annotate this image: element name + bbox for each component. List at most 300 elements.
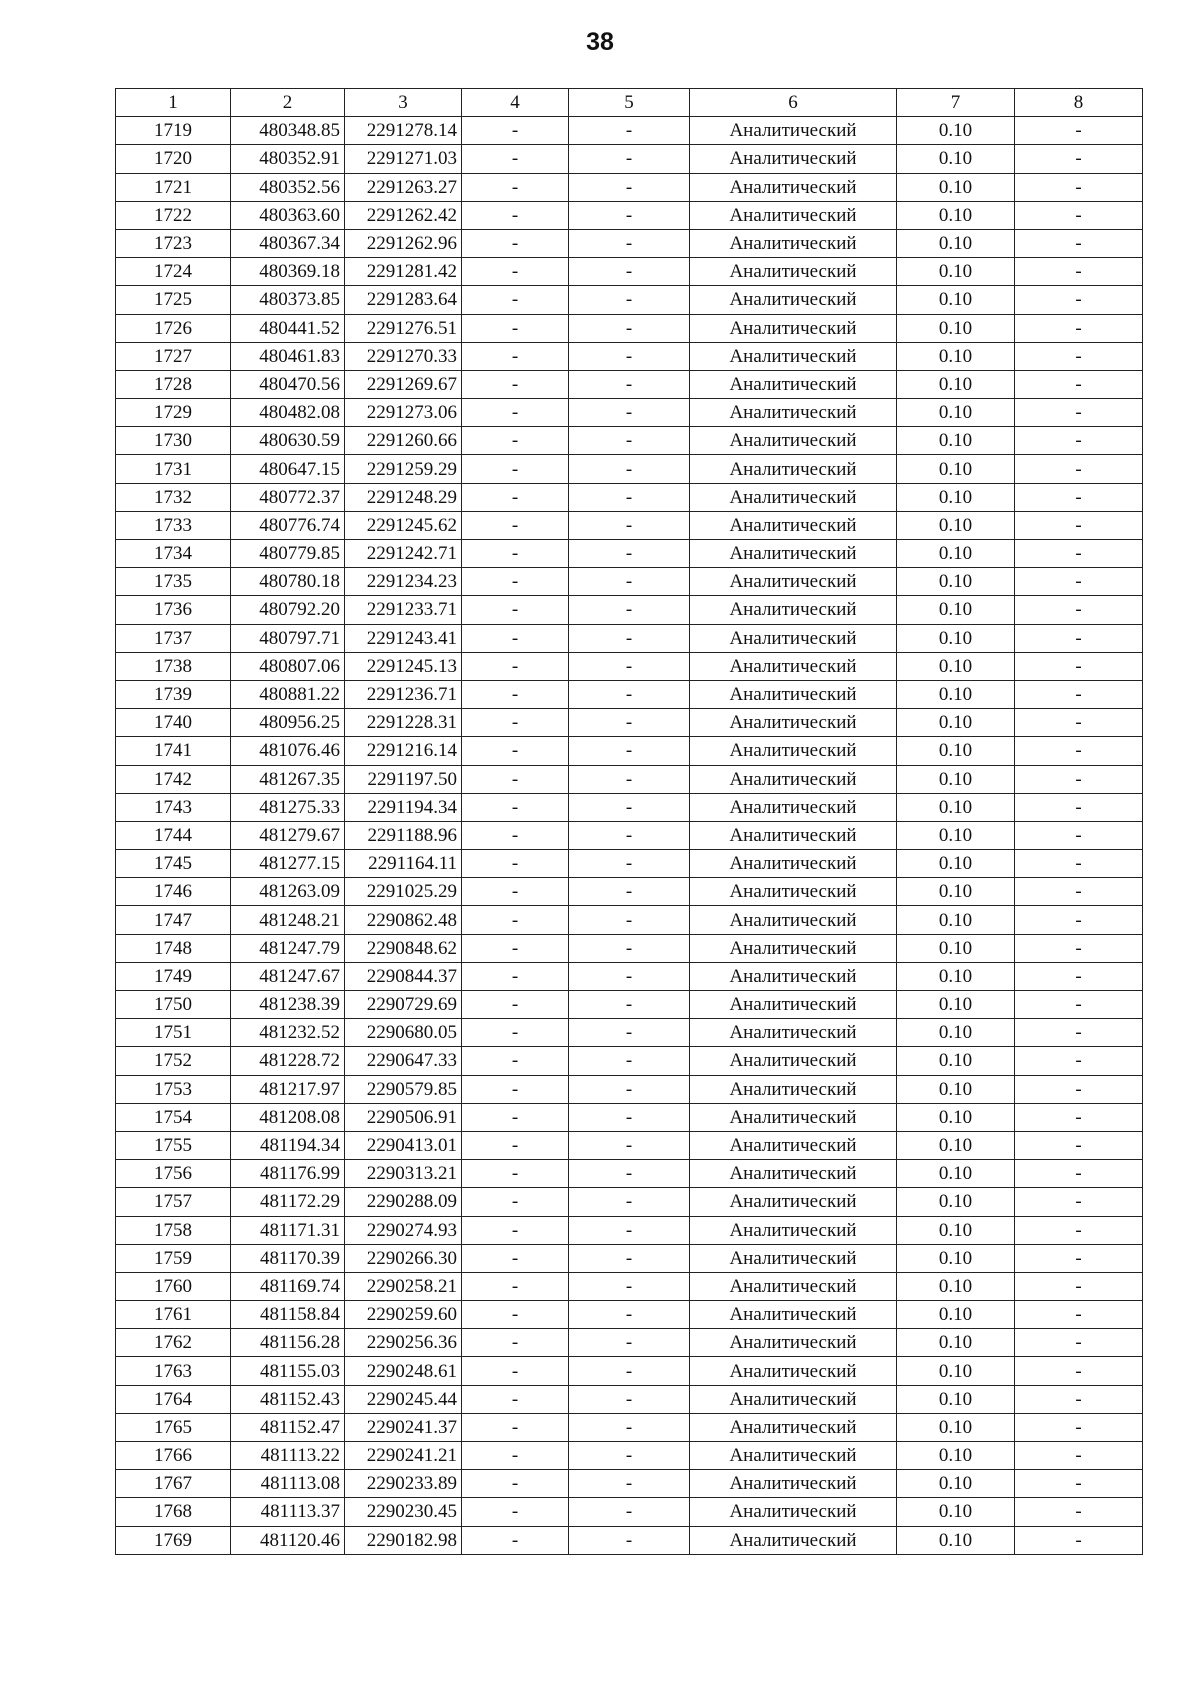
table-cell: 481194.34: [231, 1131, 345, 1159]
table-cell: -: [462, 483, 569, 511]
table-cell: Аналитический: [690, 1160, 897, 1188]
table-row: [116, 229, 1143, 257]
table-cell: 2291234.23: [345, 568, 462, 596]
table-row: [116, 145, 1143, 173]
table-cell: 1757: [116, 1188, 231, 1216]
table-cell: Аналитический: [690, 709, 897, 737]
table-cell: 480772.37: [231, 483, 345, 511]
table-cell: -: [569, 906, 690, 934]
table-cell: 481113.22: [231, 1442, 345, 1470]
table-cell: -: [1015, 652, 1143, 680]
table-cell: 2291278.14: [345, 117, 462, 145]
table-row: [116, 1498, 1143, 1526]
table-cell: 2290844.37: [345, 962, 462, 990]
table-cell: Аналитический: [690, 286, 897, 314]
table-cell: -: [569, 765, 690, 793]
table-cell: -: [569, 850, 690, 878]
table-cell: -: [1015, 906, 1143, 934]
table-row: [116, 258, 1143, 286]
table-cell: -: [569, 624, 690, 652]
table-cell: -: [1015, 173, 1143, 201]
table-cell: Аналитический: [690, 1216, 897, 1244]
table-cell: -: [1015, 455, 1143, 483]
table-cell: 2291273.06: [345, 399, 462, 427]
table-cell: -: [462, 342, 569, 370]
table-cell: Аналитический: [690, 1244, 897, 1272]
table-cell: -: [462, 962, 569, 990]
table-cell: Аналитический: [690, 1526, 897, 1554]
table-cell: 2291262.42: [345, 201, 462, 229]
table-cell: -: [1015, 1047, 1143, 1075]
table-cell: Аналитический: [690, 201, 897, 229]
header-cell: 8: [1015, 89, 1143, 117]
table-cell: 0.10: [897, 1188, 1015, 1216]
table-cell: 2291164.11: [345, 850, 462, 878]
header-row: [116, 89, 1143, 117]
table-cell: 1743: [116, 793, 231, 821]
table-cell: 481120.46: [231, 1526, 345, 1554]
table-cell: 480348.85: [231, 117, 345, 145]
table-row: [116, 568, 1143, 596]
table-cell: 2291263.27: [345, 173, 462, 201]
table-cell: 1760: [116, 1272, 231, 1300]
table-row: [116, 483, 1143, 511]
table-row: [116, 1329, 1143, 1357]
table-cell: 2290182.98: [345, 1526, 462, 1554]
table-cell: -: [569, 399, 690, 427]
table-row: [116, 201, 1143, 229]
table-cell: -: [462, 145, 569, 173]
table-cell: Аналитический: [690, 934, 897, 962]
table-cell: -: [569, 1272, 690, 1300]
table-cell: -: [1015, 1385, 1143, 1413]
table-cell: 1769: [116, 1526, 231, 1554]
table-cell: 2291236.71: [345, 680, 462, 708]
table-cell: 2290506.91: [345, 1103, 462, 1131]
table-cell: 2291269.67: [345, 370, 462, 398]
table-cell: 0.10: [897, 1329, 1015, 1357]
table-cell: -: [569, 1019, 690, 1047]
table-cell: -: [569, 370, 690, 398]
table-cell: Аналитический: [690, 370, 897, 398]
table-cell: 0.10: [897, 1075, 1015, 1103]
table-cell: 0.10: [897, 934, 1015, 962]
table-row: [116, 1188, 1143, 1216]
table-cell: 1725: [116, 286, 231, 314]
table-cell: 480363.60: [231, 201, 345, 229]
table-cell: Аналитический: [690, 737, 897, 765]
table-cell: 481152.43: [231, 1385, 345, 1413]
table-cell: Аналитический: [690, 850, 897, 878]
table-cell: 2291276.51: [345, 314, 462, 342]
table-cell: 2291259.29: [345, 455, 462, 483]
table-cell: -: [569, 934, 690, 962]
table-cell: 2290313.21: [345, 1160, 462, 1188]
table-cell: Аналитический: [690, 906, 897, 934]
table-cell: -: [569, 1244, 690, 1272]
table-cell: 1762: [116, 1329, 231, 1357]
table-cell: -: [462, 1160, 569, 1188]
table-cell: 2291270.33: [345, 342, 462, 370]
table-row: [116, 821, 1143, 849]
table-cell: 481170.39: [231, 1244, 345, 1272]
header-cell: 3: [345, 89, 462, 117]
table-cell: 1723: [116, 229, 231, 257]
table-cell: 0.10: [897, 1385, 1015, 1413]
table-cell: 0.10: [897, 1413, 1015, 1441]
table-row: [116, 173, 1143, 201]
table-cell: -: [462, 1188, 569, 1216]
table-row: [116, 399, 1143, 427]
table-cell: 0.10: [897, 1498, 1015, 1526]
table-cell: 0.10: [897, 680, 1015, 708]
table-cell: 0.10: [897, 1301, 1015, 1329]
table-cell: -: [1015, 596, 1143, 624]
table-cell: 1724: [116, 258, 231, 286]
table-cell: 480780.18: [231, 568, 345, 596]
table-cell: 1767: [116, 1470, 231, 1498]
table-cell: 1763: [116, 1357, 231, 1385]
table-cell: 1750: [116, 991, 231, 1019]
table-cell: -: [569, 878, 690, 906]
table-cell: 480441.52: [231, 314, 345, 342]
table-cell: 0.10: [897, 1160, 1015, 1188]
table-cell: -: [1015, 258, 1143, 286]
table-cell: 2291245.62: [345, 511, 462, 539]
table-cell: Аналитический: [690, 680, 897, 708]
table-cell: 1726: [116, 314, 231, 342]
table-cell: Аналитический: [690, 991, 897, 1019]
table-cell: 480797.71: [231, 624, 345, 652]
table-cell: -: [569, 1188, 690, 1216]
table-cell: 0.10: [897, 878, 1015, 906]
table-cell: 2290274.93: [345, 1216, 462, 1244]
table-cell: 0.10: [897, 1526, 1015, 1554]
table-cell: 0.10: [897, 821, 1015, 849]
table-cell: 2291283.64: [345, 286, 462, 314]
table-row: [116, 906, 1143, 934]
table-cell: -: [462, 201, 569, 229]
table-cell: -: [1015, 624, 1143, 652]
table-cell: -: [462, 1272, 569, 1300]
table-cell: -: [1015, 709, 1143, 737]
header-cell: 7: [897, 89, 1015, 117]
table-cell: 480367.34: [231, 229, 345, 257]
table-cell: Аналитический: [690, 258, 897, 286]
table-cell: -: [462, 1244, 569, 1272]
table-cell: 0.10: [897, 342, 1015, 370]
table-cell: -: [462, 737, 569, 765]
table-cell: -: [462, 878, 569, 906]
table-cell: 1738: [116, 652, 231, 680]
table-cell: 0.10: [897, 229, 1015, 257]
table-cell: 1721: [116, 173, 231, 201]
table-cell: Аналитический: [690, 540, 897, 568]
table-cell: -: [462, 991, 569, 1019]
table-cell: -: [1015, 511, 1143, 539]
table-cell: 2290241.37: [345, 1413, 462, 1441]
table-cell: -: [1015, 765, 1143, 793]
table-row: [116, 370, 1143, 398]
table-cell: -: [569, 258, 690, 286]
table-cell: 2291228.31: [345, 709, 462, 737]
table-cell: -: [462, 680, 569, 708]
table-cell: 481275.33: [231, 793, 345, 821]
table-cell: -: [1015, 568, 1143, 596]
table-cell: 2291197.50: [345, 765, 462, 793]
table-cell: Аналитический: [690, 1188, 897, 1216]
table-cell: -: [569, 1216, 690, 1244]
table-cell: 480470.56: [231, 370, 345, 398]
table-cell: 480373.85: [231, 286, 345, 314]
table-cell: 1742: [116, 765, 231, 793]
table-cell: -: [462, 1075, 569, 1103]
table-cell: 480352.91: [231, 145, 345, 173]
table-cell: 0.10: [897, 962, 1015, 990]
header-cell: 1: [116, 89, 231, 117]
table-cell: 2291248.29: [345, 483, 462, 511]
table-cell: -: [462, 652, 569, 680]
table-cell: 0.10: [897, 1019, 1015, 1047]
table-cell: 0.10: [897, 652, 1015, 680]
table-cell: -: [1015, 1075, 1143, 1103]
table-cell: 2291194.34: [345, 793, 462, 821]
table-cell: -: [1015, 399, 1143, 427]
table-cell: Аналитический: [690, 821, 897, 849]
table-cell: 2290230.45: [345, 1498, 462, 1526]
table-cell: 1719: [116, 117, 231, 145]
table-cell: 1733: [116, 511, 231, 539]
table-cell: 0.10: [897, 455, 1015, 483]
table-cell: -: [1015, 1188, 1143, 1216]
table-cell: -: [569, 1413, 690, 1441]
table-cell: -: [569, 737, 690, 765]
table-cell: 0.10: [897, 173, 1015, 201]
table-cell: -: [462, 1329, 569, 1357]
table-cell: -: [462, 1470, 569, 1498]
table-cell: -: [1015, 850, 1143, 878]
table-cell: 1748: [116, 934, 231, 962]
table-cell: 0.10: [897, 906, 1015, 934]
table-cell: 481238.39: [231, 991, 345, 1019]
table-cell: Аналитический: [690, 596, 897, 624]
table-cell: -: [569, 1301, 690, 1329]
table-cell: 1722: [116, 201, 231, 229]
page-number: 38: [586, 28, 614, 56]
table-cell: 0.10: [897, 737, 1015, 765]
table-cell: -: [462, 624, 569, 652]
table-cell: -: [462, 1357, 569, 1385]
table-cell: 2290848.62: [345, 934, 462, 962]
table-cell: 481113.37: [231, 1498, 345, 1526]
table-cell: 1728: [116, 370, 231, 398]
table-cell: -: [1015, 1272, 1143, 1300]
table-cell: -: [1015, 821, 1143, 849]
table-cell: Аналитический: [690, 511, 897, 539]
table-cell: -: [462, 934, 569, 962]
table-cell: -: [462, 596, 569, 624]
table-cell: 481158.84: [231, 1301, 345, 1329]
table-cell: 480352.56: [231, 173, 345, 201]
table-cell: -: [1015, 1244, 1143, 1272]
table-row: [116, 1413, 1143, 1441]
table-cell: -: [462, 1385, 569, 1413]
table-cell: 2290266.30: [345, 1244, 462, 1272]
table-row: [116, 1442, 1143, 1470]
table-cell: 1765: [116, 1413, 231, 1441]
table-cell: 480369.18: [231, 258, 345, 286]
table-row: [116, 765, 1143, 793]
table-cell: -: [569, 314, 690, 342]
table-cell: Аналитический: [690, 399, 897, 427]
table-cell: 481113.08: [231, 1470, 345, 1498]
table-cell: 1755: [116, 1131, 231, 1159]
table-cell: Аналитический: [690, 1103, 897, 1131]
table-cell: -: [569, 1526, 690, 1554]
table-cell: -: [569, 229, 690, 257]
table-cell: 0.10: [897, 314, 1015, 342]
table-cell: 0.10: [897, 991, 1015, 1019]
table-cell: -: [1015, 878, 1143, 906]
table-cell: 0.10: [897, 427, 1015, 455]
table-cell: 2290245.44: [345, 1385, 462, 1413]
table-cell: -: [569, 173, 690, 201]
table-row: [116, 314, 1143, 342]
table-cell: -: [569, 962, 690, 990]
table-cell: -: [1015, 229, 1143, 257]
table-cell: 1768: [116, 1498, 231, 1526]
table-cell: -: [1015, 201, 1143, 229]
table-cell: -: [1015, 1470, 1143, 1498]
table-cell: -: [462, 850, 569, 878]
table-cell: 2291188.96: [345, 821, 462, 849]
table-cell: -: [462, 399, 569, 427]
table-cell: 1761: [116, 1301, 231, 1329]
table-cell: 1736: [116, 596, 231, 624]
table-cell: 0.10: [897, 1470, 1015, 1498]
table-cell: 2290258.21: [345, 1272, 462, 1300]
table-cell: 1739: [116, 680, 231, 708]
table-row: [116, 1103, 1143, 1131]
table-cell: -: [569, 540, 690, 568]
table-cell: 2290579.85: [345, 1075, 462, 1103]
table-cell: -: [1015, 286, 1143, 314]
table-cell: -: [462, 1131, 569, 1159]
table-cell: 481176.99: [231, 1160, 345, 1188]
table-cell: Аналитический: [690, 1047, 897, 1075]
table-cell: Аналитический: [690, 878, 897, 906]
table-cell: 1737: [116, 624, 231, 652]
table-cell: 2290288.09: [345, 1188, 462, 1216]
table-cell: 0.10: [897, 850, 1015, 878]
table-row: [116, 342, 1143, 370]
table-cell: Аналитический: [690, 314, 897, 342]
table-cell: 0.10: [897, 1442, 1015, 1470]
table-cell: Аналитический: [690, 1385, 897, 1413]
table-cell: -: [462, 906, 569, 934]
table-cell: -: [569, 596, 690, 624]
table-cell: 481248.21: [231, 906, 345, 934]
table-cell: Аналитический: [690, 1301, 897, 1329]
table-cell: -: [569, 1385, 690, 1413]
table-row: [116, 511, 1143, 539]
table-cell: 2290647.33: [345, 1047, 462, 1075]
table-cell: -: [1015, 540, 1143, 568]
table-row: [116, 962, 1143, 990]
table-cell: 481217.97: [231, 1075, 345, 1103]
table-cell: 1731: [116, 455, 231, 483]
table-cell: 2290233.89: [345, 1470, 462, 1498]
table-cell: 0.10: [897, 201, 1015, 229]
table-cell: -: [1015, 1526, 1143, 1554]
table-cell: -: [1015, 1357, 1143, 1385]
table-cell: 480881.22: [231, 680, 345, 708]
table-cell: 481228.72: [231, 1047, 345, 1075]
table-cell: -: [1015, 680, 1143, 708]
table-cell: 0.10: [897, 1357, 1015, 1385]
table-cell: 0.10: [897, 286, 1015, 314]
table-cell: 0.10: [897, 370, 1015, 398]
table-cell: Аналитический: [690, 117, 897, 145]
table-cell: 1727: [116, 342, 231, 370]
table-cell: 1732: [116, 483, 231, 511]
table-row: [116, 427, 1143, 455]
table-cell: -: [1015, 737, 1143, 765]
table-cell: -: [1015, 1103, 1143, 1131]
table-cell: -: [462, 765, 569, 793]
table-cell: -: [462, 455, 569, 483]
table-cell: Аналитический: [690, 342, 897, 370]
table-cell: 1752: [116, 1047, 231, 1075]
table-row: [116, 793, 1143, 821]
table-cell: 1741: [116, 737, 231, 765]
table-cell: Аналитический: [690, 568, 897, 596]
table-cell: -: [1015, 427, 1143, 455]
table-cell: 2290241.21: [345, 1442, 462, 1470]
table-cell: 480461.83: [231, 342, 345, 370]
table-cell: -: [569, 793, 690, 821]
table-cell: -: [1015, 117, 1143, 145]
table-cell: 2291216.14: [345, 737, 462, 765]
table-cell: 2291271.03: [345, 145, 462, 173]
table-cell: 2290259.60: [345, 1301, 462, 1329]
table-cell: 0.10: [897, 568, 1015, 596]
table-cell: 1747: [116, 906, 231, 934]
table-cell: Аналитический: [690, 1131, 897, 1159]
table-cell: -: [569, 821, 690, 849]
table-cell: 481152.47: [231, 1413, 345, 1441]
table-cell: 480792.20: [231, 596, 345, 624]
table-cell: -: [569, 455, 690, 483]
coordinates-table: [115, 88, 1143, 1555]
table-cell: 481155.03: [231, 1357, 345, 1385]
table-row: [116, 1244, 1143, 1272]
table-row: [116, 286, 1143, 314]
table-row: [116, 991, 1143, 1019]
table-cell: -: [569, 1329, 690, 1357]
table-cell: 1735: [116, 568, 231, 596]
table-cell: 1746: [116, 878, 231, 906]
table-cell: -: [569, 1047, 690, 1075]
table-cell: -: [1015, 962, 1143, 990]
table-cell: -: [569, 342, 690, 370]
table-cell: 1756: [116, 1160, 231, 1188]
table-cell: 2290248.61: [345, 1357, 462, 1385]
table-cell: -: [462, 568, 569, 596]
table-cell: Аналитический: [690, 1019, 897, 1047]
table-row: [116, 1301, 1143, 1329]
table-cell: 480779.85: [231, 540, 345, 568]
